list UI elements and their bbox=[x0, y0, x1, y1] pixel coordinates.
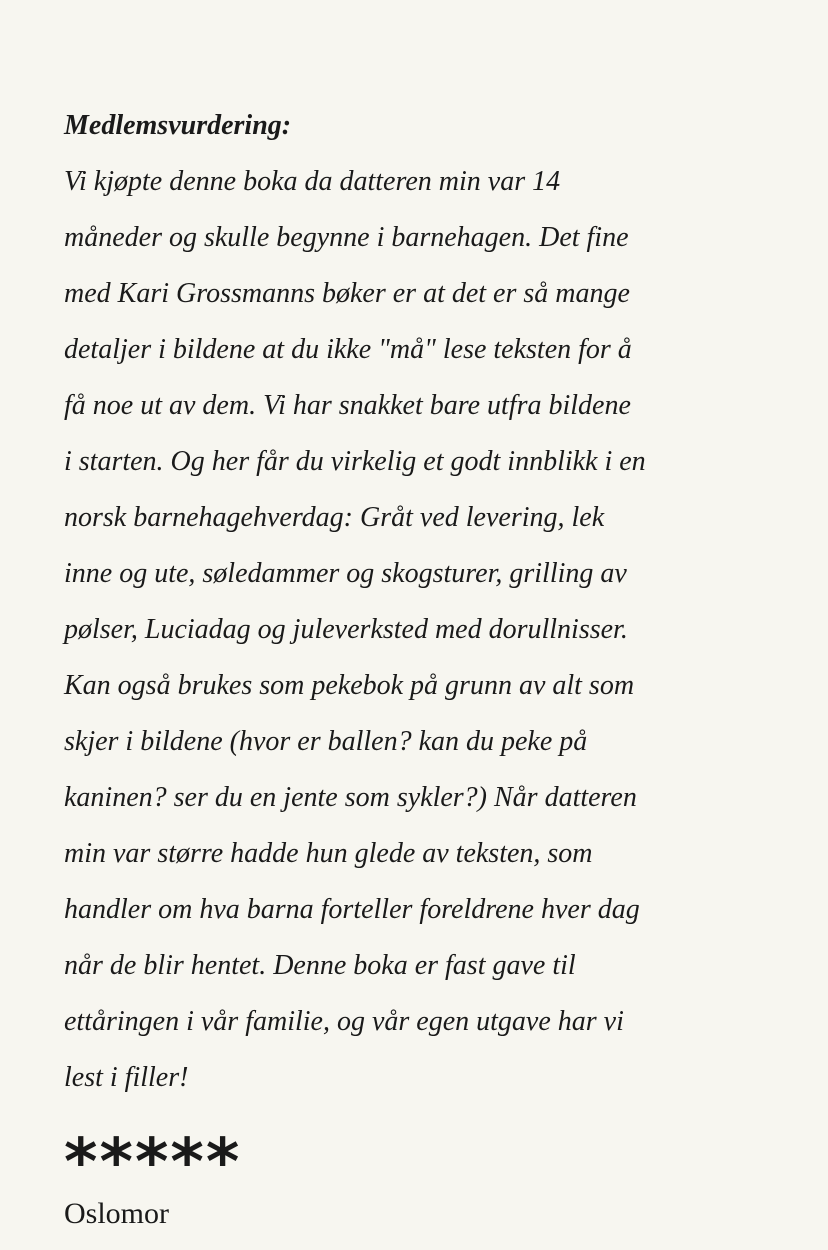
review-line: Vi kjøpte denne boka da datteren min var 14 bbox=[64, 166, 561, 197]
review-line: norsk barnehagehverdag: Gråt ved levering, lek bbox=[64, 502, 605, 533]
review-line: med Kari Grossmanns bøker er at det er så mange bbox=[64, 278, 630, 309]
review-line: detaljer i bildene at du ikke "må" lese teksten for å bbox=[64, 334, 632, 365]
review-line: når de blir hentet. Denne boka er fast gave til bbox=[64, 950, 576, 981]
review-line: pølser, Luciadag og juleverksted med dorullnisser. bbox=[64, 614, 628, 645]
review-line: i starten. Og her får du virkelig et godt innblikk i en bbox=[64, 446, 646, 477]
review-line: kaninen? ser du en jente som sykler?) Når datteren bbox=[64, 782, 637, 813]
member-review bbox=[64, 98, 784, 1234]
review-heading: Medlemsvurdering: bbox=[64, 110, 292, 141]
review-body bbox=[64, 154, 784, 1106]
review-line: lest i filler! bbox=[64, 1062, 189, 1093]
review-line: ettåringen i vår familie, og vår egen utgave har vi bbox=[64, 1006, 624, 1037]
review-line: Kan også brukes som pekebok på grunn av alt som bbox=[64, 670, 635, 701]
review-line: min var større hadde hun glede av teksten, som bbox=[64, 838, 593, 869]
review-line: skjer i bildene (hvor er ballen? kan du peke på bbox=[64, 726, 588, 757]
review-line: få noe ut av dem. Vi har snakket bare utfra bildene bbox=[64, 390, 631, 421]
star-rating: ***** bbox=[64, 1126, 242, 1200]
review-line: måneder og skulle begynne i barnehagen. Det fine bbox=[64, 222, 629, 253]
review-author: Oslomor bbox=[64, 1197, 169, 1230]
review-line: handler om hva barna forteller foreldrene hver dag bbox=[64, 894, 640, 925]
review-line: inne og ute, søledammer og skogsturer, grilling av bbox=[64, 558, 627, 589]
